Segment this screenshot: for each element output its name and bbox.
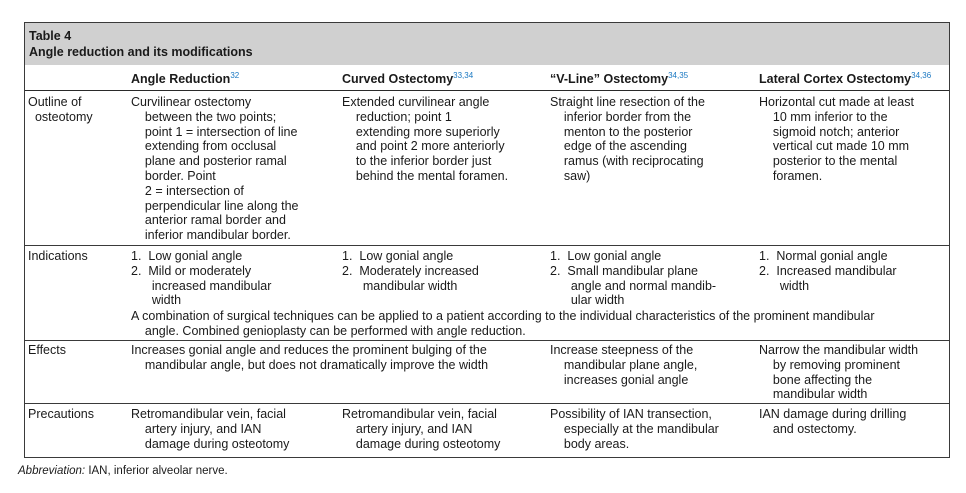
cell-line: mandibular angle, but does not dramatically improve the width (131, 357, 489, 372)
cell-line: 1. Normal gonial angle (759, 249, 888, 263)
cell-line: 2. Increased mandibular (759, 263, 897, 278)
cell-line: anterior ramal border and (131, 213, 286, 228)
cell-line: by removing prominent (759, 357, 901, 372)
cell-outline-angle-reduction (131, 95, 298, 243)
cell-line: increased mandibular (131, 278, 272, 293)
cell-outline-lateral-cortex (759, 95, 914, 184)
column-header-v-line-ostectomy: “V-Line” Ostectomy$^{34,35}$ (550, 70, 689, 86)
citation-refs: 32 (230, 70, 240, 80)
cell-line: Increases gonial angle and reduces the prominent bulging of the (131, 343, 487, 357)
cell-line: ramus (with reciprocating (550, 154, 704, 169)
cell-line: A combination of surgical techniques can be applied to a patient according to the individual characteristics of the prominent mandibular (131, 309, 875, 323)
footnote-text: IAN, inferior alveolar nerve. (85, 465, 228, 477)
cell-line: Curvilinear ostectomy (131, 95, 252, 109)
cell-line: Retromandibular vein, facial (342, 407, 497, 421)
column-header-angle-reduction: Angle Reduction$^{32}$ (131, 70, 240, 86)
cell-line: especially at the mandibular (550, 421, 719, 436)
cell-line: extending more superiorly (342, 124, 500, 139)
cell-indications-lateral-cortex (759, 249, 897, 293)
table-frame (24, 22, 950, 458)
table-footnote (18, 465, 228, 477)
row-label-outline: Outline of osteotomy (28, 95, 93, 124)
header-divider (25, 90, 949, 91)
cell-line: artery injury, and IAN (131, 421, 262, 436)
cell-line: Narrow the mandibular width (759, 343, 919, 357)
cell-line: 1. Low gonial angle (342, 249, 454, 263)
cell-line: Increase steepness of the (550, 343, 694, 357)
cell-line: Straight line resection of the (550, 95, 705, 109)
cell-line: Horizontal cut made at least (759, 95, 914, 109)
cell-line: width (131, 293, 182, 308)
cell-line: 1. Low gonial angle (550, 249, 662, 263)
row-divider (25, 340, 949, 341)
row-divider (25, 403, 949, 404)
cell-line: IAN damage during drilling (759, 407, 907, 421)
table-label: Table 4 (29, 29, 72, 43)
cell-line: reduction; point 1 (342, 109, 452, 124)
cell-precautions-angle-reduction (131, 407, 289, 451)
cell-line: damage during osteotomy (342, 436, 501, 451)
cell-line: edge of the ascending (550, 139, 687, 154)
table-caption: Angle reduction and its modifications (29, 45, 253, 59)
column-header-lateral-cortex-ostectomy: Lateral Cortex Ostectomy$^{34,36}$ (759, 70, 932, 86)
cell-line: foramen. (759, 168, 823, 183)
row-label-indications: Indications (28, 249, 88, 263)
cell-line: perpendicular line along the (131, 198, 299, 213)
cell-effects-v-line-ostectomy (550, 343, 697, 387)
cell-line: behind the mental foramen. (342, 168, 509, 183)
cell-line: 2 = intersection of (131, 183, 244, 198)
cell-line: body areas. (550, 436, 630, 451)
cell-line: 2. Small mandibular plane (550, 263, 698, 278)
cell-line: damage during osteotomy (131, 436, 290, 451)
cell-precautions-v-line-ostectomy (550, 407, 719, 451)
cell-line: mandibular width (759, 387, 868, 402)
cell-line: and ostectomy. (759, 421, 857, 436)
cell-line: between the two points; (131, 109, 277, 124)
cell-line: border. Point (131, 168, 216, 183)
cell-line: 1. Low gonial angle (131, 249, 243, 263)
cell-line: and point 2 more anteriorly (342, 139, 505, 154)
cell-line: saw) (550, 168, 591, 183)
cell-line: angle and normal mandib- (550, 278, 717, 293)
cell-outline-v-line-ostectomy (550, 95, 705, 184)
cell-line: menton to the posterior (550, 124, 693, 139)
cell-effects-angle-and-curved (131, 343, 488, 373)
citation-refs: 34,35 (668, 70, 689, 80)
citation-refs: 33,34 (453, 70, 474, 80)
cell-line: point 1 = intersection of line (131, 124, 298, 139)
cell-line: 10 mm inferior to the (759, 109, 888, 124)
cell-precautions-lateral-cortex (759, 407, 906, 437)
cell-line: ular width (550, 293, 625, 308)
cell-line: 2. Moderately increased (342, 263, 479, 278)
citation-refs: 34,36 (911, 70, 932, 80)
cell-line: Extended curvilinear angle (342, 95, 490, 109)
cell-indications-angle-reduction (131, 249, 271, 308)
indications-shared-note (131, 309, 875, 339)
cell-indications-curved-ostectomy (342, 249, 479, 293)
cell-outline-curved-ostectomy (342, 95, 508, 184)
cell-line: inferior mandibular border. (131, 228, 291, 243)
column-header-curved-ostectomy: Curved Ostectomy$^{33,34}$ (342, 70, 474, 86)
cell-line: mandibular plane angle, (550, 357, 698, 372)
cell-line: artery injury, and IAN (342, 421, 473, 436)
cell-line: angle. Combined genioplasty can be performed with angle reduction. (131, 323, 526, 338)
cell-line: inferior border from the (550, 109, 692, 124)
cell-indications-v-line-ostectomy (550, 249, 716, 308)
table-title-bar (25, 23, 949, 65)
row-label-precautions: Precautions (28, 407, 95, 421)
cell-line: Possibility of IAN transection, (550, 407, 712, 421)
cell-line: mandibular width (342, 278, 458, 293)
cell-line: width (759, 278, 810, 293)
cell-precautions-curved-ostectomy (342, 407, 500, 451)
row-divider (25, 245, 949, 246)
cell-line: vertical cut made 10 mm (759, 139, 910, 154)
cell-line: posterior to the mental (759, 154, 898, 169)
cell-line: bone affecting the (759, 372, 873, 387)
cell-line: Retromandibular vein, facial (131, 407, 286, 421)
row-label-effects: Effects (28, 343, 66, 357)
cell-line: increases gonial angle (550, 372, 689, 387)
cell-line: to the inferior border just (342, 154, 492, 169)
cell-effects-lateral-cortex (759, 343, 918, 402)
footnote-label: Abbreviation: (18, 465, 86, 477)
cell-line: sigmoid notch; anterior (759, 124, 900, 139)
cell-line: 2. Mild or moderately (131, 263, 252, 278)
cell-line: plane and posterior ramal (131, 154, 287, 169)
cell-line: extending from occlusal (131, 139, 277, 154)
